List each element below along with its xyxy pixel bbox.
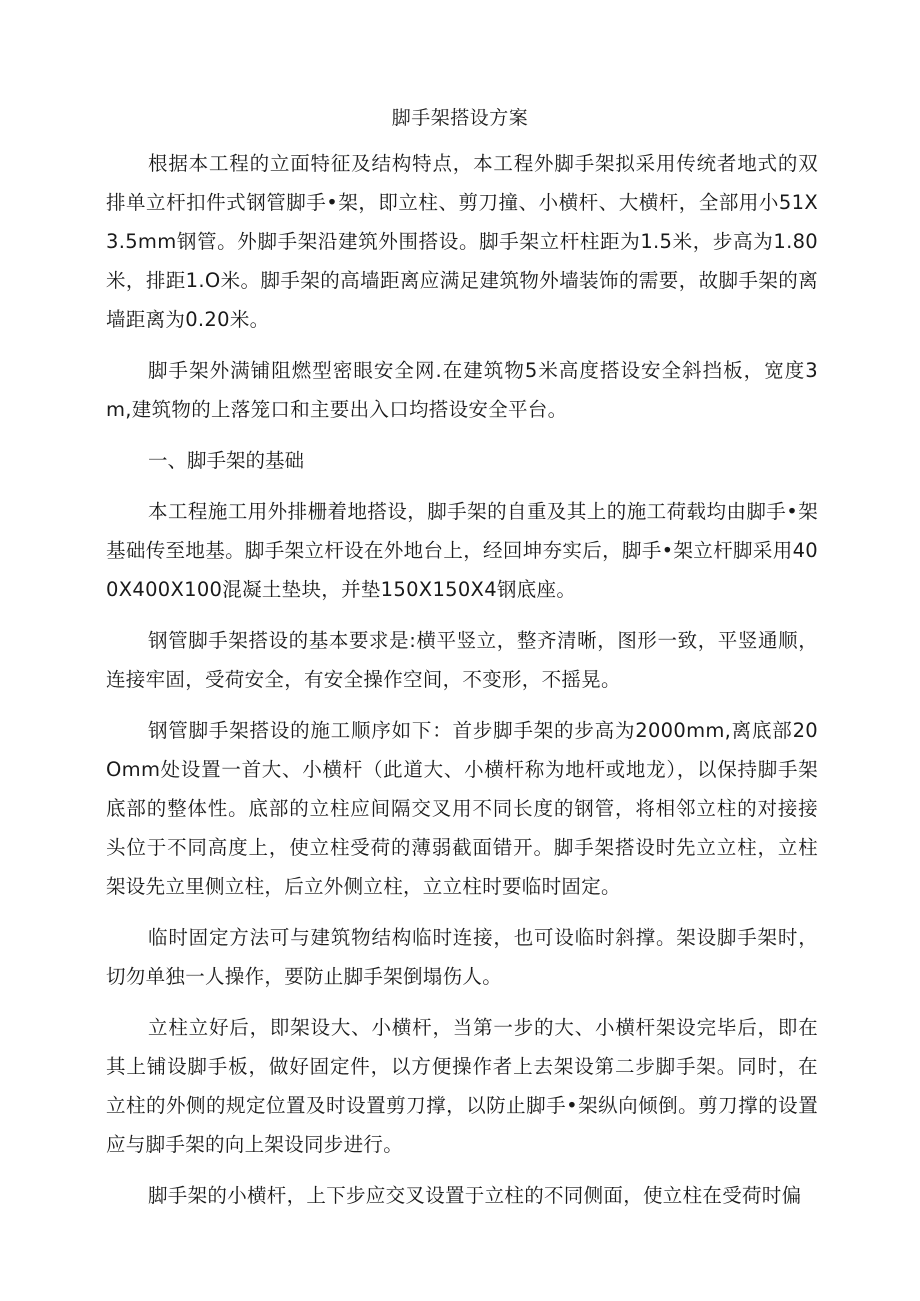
paragraph-foundation: 本工程施工用外排栅着地搭设，脚手架的自重及其上的施工荷载均由脚手•架基础传至地基。脚手架立杆设在外地台上，经回坤夯实后，脚手•架立杆脚采用400X400X100混凝土垫块，并垫150X150X4钢底座。	[106, 500, 818, 601]
paragraph-basic-requirements: 钢管脚手架搭设的基本要求是:横平竖立，整齐清晰，图形一致，平竖通顺，连接牢固，受荷安全，有安全操作空间，不变形，不摇晃。	[106, 629, 818, 691]
section-heading-foundation: 一、脚手架的基础	[148, 449, 305, 472]
paragraph-construction-sequence: 钢管脚手架搭设的施工顺序如下：首步脚手架的步高为2000mm,离底部20Omm处设置一首大、小横杆（此道大、小横杆称为地杆或地龙），以保持脚手架底部的整体性。底部的立柱应间隔交叉用不同长度的钢管，将相邻立柱的对接接头位于不同高度上，使立柱受荷的薄弱截面错开。脚手架搭设时先立立柱，立柱架设先立里侧立柱，后立外侧立柱，立立柱时要临时固定。	[106, 719, 818, 898]
paragraph-overview: 根据本工程的立面特征及结构特点，本工程外脚手架拟采用传统者地式的双排单立杆扣件式钢管脚手•架，即立柱、剪刀撞、小横杆、大横杆，全部用小51X3.5mm钢管。外脚手架沿建筑外围搭设。脚手架立杆柱距为1.5米，步高为1.80米，排距1.O米。脚手架的高墙距离应满足建筑物外墙装饰的需要，故脚手架的离墙距离为0.20米。	[106, 152, 818, 331]
document-body	[106, 144, 818, 1227]
paragraph-small-crossbar: 脚手架的小横杆，上下步应交叉设置于立柱的不同侧面，使立柱在受荷时偏	[148, 1184, 802, 1207]
document-title: 脚手架搭设方案	[391, 107, 529, 129]
paragraph-crossbar-erection: 立柱立好后，即架设大、小横杆，当第一步的大、小横杆架设完毕后，即在其上铺设脚手板，做好固定件，以方便操作者上去架设第二步脚手架。同时，在立柱的外侧的规定位置及时设置剪刀撑，以防止脚手•架纵向倾倒。剪刀撑的设置应与脚手架的向上架设同步进行。	[106, 1016, 818, 1156]
paragraph-safety-net: 脚手架外满铺阻燃型密眼安全网.在建筑物5米高度搭设安全斜挡板，宽度3m,建筑物的上落笼口和主要出入口均搭设安全平台。	[106, 359, 818, 421]
paragraph-temporary-fixing: 临时固定方法可与建筑物结构临时连接，也可设临时斜撑。架设脚手架时，切勿单独一人操作，要防止脚手架倒塌伤人。	[106, 926, 818, 988]
